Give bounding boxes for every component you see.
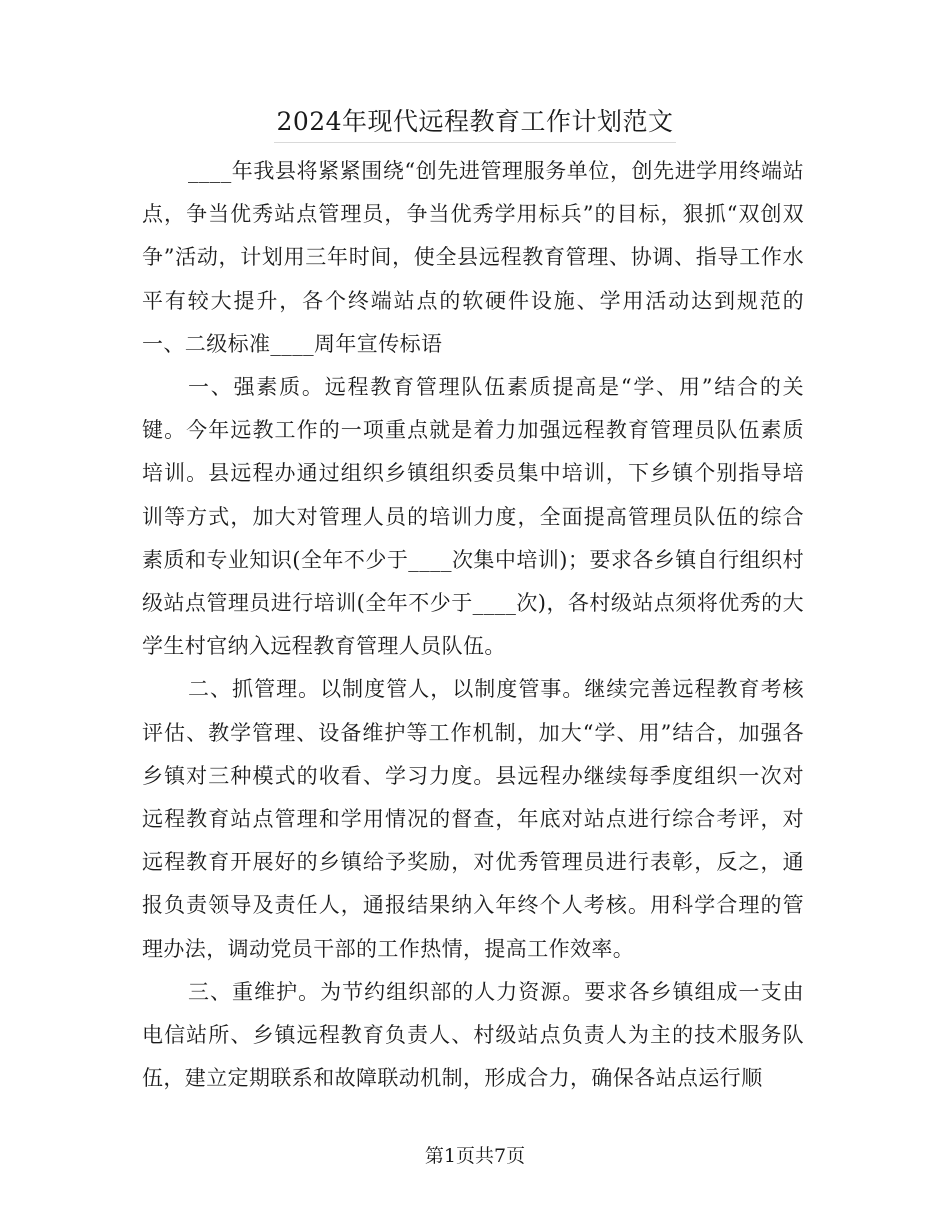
document-title bbox=[0, 102, 950, 143]
document-body bbox=[142, 150, 804, 1100]
paragraph-management: 二、抓管理。以制度管人，以制度管事。继续完善远程教育考核评估、教学管理、设备维护等工作机制，加大“学、用”结合，加强各乡镇对三种模式的收看、学习力度。县远程办继续每季度组织一次对远程教育站点管理和学用情况的督查，年底对站点进行综合考评，对远程教育开展好的乡镇给予奖励，对优秀管理员进行表彰，反之，通报负责领导及责任人，通报结果纳入年终个人考核。用科学合理的管理办法，调动党员干部的工作热情，提高工作效率。 bbox=[142, 677, 804, 961]
paragraph-maintenance: 三、重维护。为节约组织部的人力资源。要求各乡镇组成一支由电信站所、乡镇远程教育负责人、村级站点负责人为主的技术服务队伍，建立定期联系和故障联动机制，形成合力，确保各站点运行顺 bbox=[142, 979, 804, 1091]
document-title-text: 2024年现代远程教育工作计划范文 bbox=[274, 102, 675, 143]
page-number-footer: 第1页共7页 bbox=[424, 1145, 526, 1167]
paragraph-intro: ____年我县将紧紧围绕“创先进管理服务单位，创先进学用终端站点，争当优秀站点管理员，争当优秀学用标兵”的目标，狠抓“双创双争”活动，计划用三年时间，使全县远程教育管理、协调、指导工作水平有较大提升，各个终端站点的软硬件设施、学用活动达到规范的一、二级标准____周年宣传标语 bbox=[142, 159, 804, 356]
paragraph-strengthen-quality: 一、强素质。远程教育管理队伍素质提高是“学、用”结合的关键。今年远教工作的一项重点就是着力加强远程教育管理员队伍素质培训。县远程办通过组织乡镇组织委员集中培训，下乡镇个别指导培训等方式，加大对管理人员的培训力度，全面提高管理员队伍的综合素质和专业知识(全年不少于____次集中培训)；要求各乡镇自行组织村级站点管理员进行培训(全年不少于____次)，各村级站点须将优秀的大学生村官纳入远程教育管理人员队伍。 bbox=[142, 375, 804, 659]
